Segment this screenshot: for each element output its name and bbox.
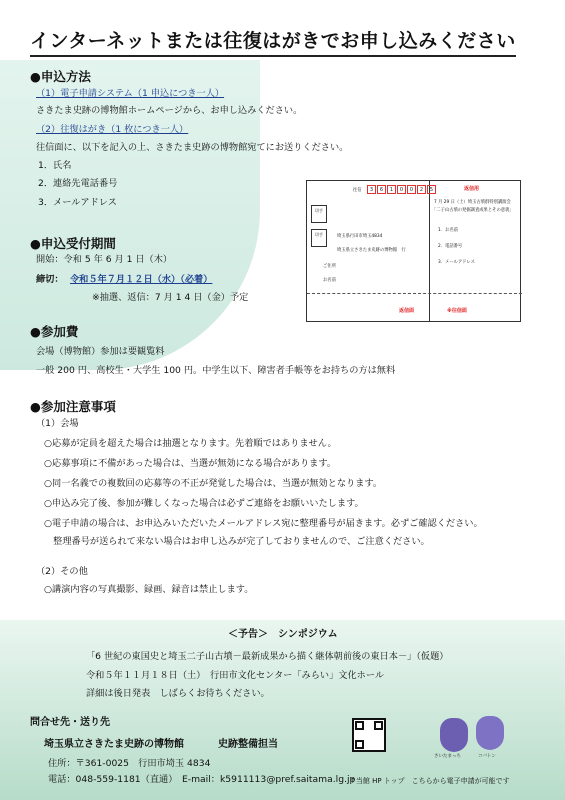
reply-label: 返信用 <box>464 186 480 192</box>
symposium-line-1: 「6 世紀の東国史と埼玉二子山古墳－最新成果から描く継体朝前後の東日本－」（仮題） <box>86 651 449 662</box>
note-other-item: ○講演内容の写真撮影、録画、録音は禁止します。 <box>44 584 254 595</box>
mascot-1-label: さいたまっち <box>434 754 461 759</box>
apply-method-1-desc: さきたま史跡の博物館ホームページから、お申し込みください。 <box>36 105 303 116</box>
symposium-heading: ＜予告＞ シンポジウム <box>228 629 338 640</box>
postcard-fuku-label: 往信 <box>353 188 362 193</box>
postcard-namae: お名前 <box>323 278 336 283</box>
stamp-box: 切手 <box>311 205 327 223</box>
note-item-4: ○申込み完了後、参加が難しくなった場合は必ずご連絡をお願いいたします。 <box>44 498 364 509</box>
postcard-recipient: 埼玉県立さきたま史跡の博物館 行 <box>337 248 406 253</box>
period-end-label: 締切： <box>36 274 64 285</box>
period-note: ※抽選、返信：7 月 1 4 日（金）予定 <box>92 292 249 303</box>
note-item-6: 整理番号が送られて来ない場合はお申し込みが完了しておりませんので、ご注意ください。 <box>44 536 430 547</box>
contact-address: 住所：〒361-0025 行田市埼玉 4834 <box>48 758 211 769</box>
apply-item-phone: 2．連絡先電話番号 <box>38 178 118 189</box>
note-item-5: ○電子申請の場合は、お申込みいただいたメールアドレス宛に整理番号が届きます。必ずご確認ください。 <box>44 518 483 529</box>
event-line-2: 「二子山古墳の発掘調査成果とその意義」 <box>432 208 514 213</box>
period-heading: ●申込受付期間 <box>30 236 116 251</box>
note-item-3: ○同一名義での複数回の応募等の不正が発覚した場合は、当選が無効となります。 <box>44 478 383 489</box>
apply-method-2: （2）往復はがき（1 枚につき一人） <box>36 124 189 135</box>
footer-background <box>0 620 565 800</box>
contact-org: 埼玉県立さきたま史跡の博物館 <box>44 739 184 750</box>
mascot-2-label: コバトン <box>478 754 496 759</box>
mascot-saitamacchi-icon <box>440 718 468 752</box>
postcard-jusho: ご住所 <box>323 264 336 269</box>
period-start: 開始：令和 5 年 6 月 1 日（木） <box>36 254 173 265</box>
field-phone: 2．電話番号 <box>438 244 463 249</box>
stamp-box-reply: 切手 <box>311 229 327 247</box>
field-email: 3．メールアドレス <box>438 260 475 265</box>
fee-line-1: 会場（博物館）参加は要観覧料 <box>36 346 165 357</box>
henshin-label: 返信面 <box>399 308 415 314</box>
event-line-1: 7 月 29 日（土）埼玉古墳群特別講演会 <box>434 200 511 205</box>
page-title: インターネットまたは往復はがきでお申し込みください <box>30 26 516 57</box>
apply-item-name: 1．氏名 <box>38 160 72 171</box>
footer-caption: ↑当館 HP トップ こちらから電子申請が可能です <box>350 777 510 785</box>
apply-method-2-desc: 往信面に、以下を記入の上、さきたま史跡の博物館宛てにお送りください。 <box>36 142 349 153</box>
note-item-2: ○応募事項に不備があった場合は、当選が無効になる場合があります。 <box>44 458 336 469</box>
postcard-address: 埼玉県行田市埼玉4834 <box>337 234 383 239</box>
contact-dept: 史跡整備担当 <box>218 739 278 750</box>
apply-item-email: 3．メールアドレス <box>38 197 117 208</box>
symposium-line-3: 詳細は後日発表 しばらくお待ちください。 <box>86 688 270 699</box>
qr-code[interactable] <box>352 718 386 752</box>
note-item-1: ○応募が定員を超えた場合は抽選となります。先着順ではありません。 <box>44 438 337 449</box>
notes-venue: （1）会場 <box>36 418 79 429</box>
period-end: 令和５年７月１２日（水）（必着） <box>70 274 213 285</box>
postcard-outgoing-side <box>307 181 434 321</box>
mascot-kobaton-icon <box>476 716 504 750</box>
zip-code-boxes: 3 6 1 0 0 2 5 <box>367 185 436 194</box>
fee-line-2: 一般 200 円、高校生・大学生 100 円。中学生以下、障害者手帳等をお持ちの方は無料 <box>36 365 396 376</box>
postcard-reply-side <box>430 181 520 321</box>
apply-method-1: （1）電子申請システム（1 申込につき一人） <box>36 88 225 99</box>
apply-heading: ●申込方法 <box>30 69 91 84</box>
notes-heading: ●参加注意事項 <box>30 399 116 414</box>
symposium-line-2: 令和５年１１月１８日（土） 行田市文化センター「みらい」文化ホール <box>86 670 385 681</box>
field-name: 1．お名前 <box>438 228 458 233</box>
postcard-diagram <box>306 180 521 322</box>
contact-phone: 電話：048-559-1181（直通） E-mail：k5911113@pref.saitama.lg.jp <box>48 774 356 785</box>
contact-heading: 問合せ先・送り先 <box>30 717 110 728</box>
fee-heading: ●参加費 <box>30 324 79 339</box>
postcard-divider <box>307 293 522 294</box>
ofuku-label: ※往信面 <box>447 308 467 314</box>
notes-other: （2）その他 <box>36 566 88 577</box>
